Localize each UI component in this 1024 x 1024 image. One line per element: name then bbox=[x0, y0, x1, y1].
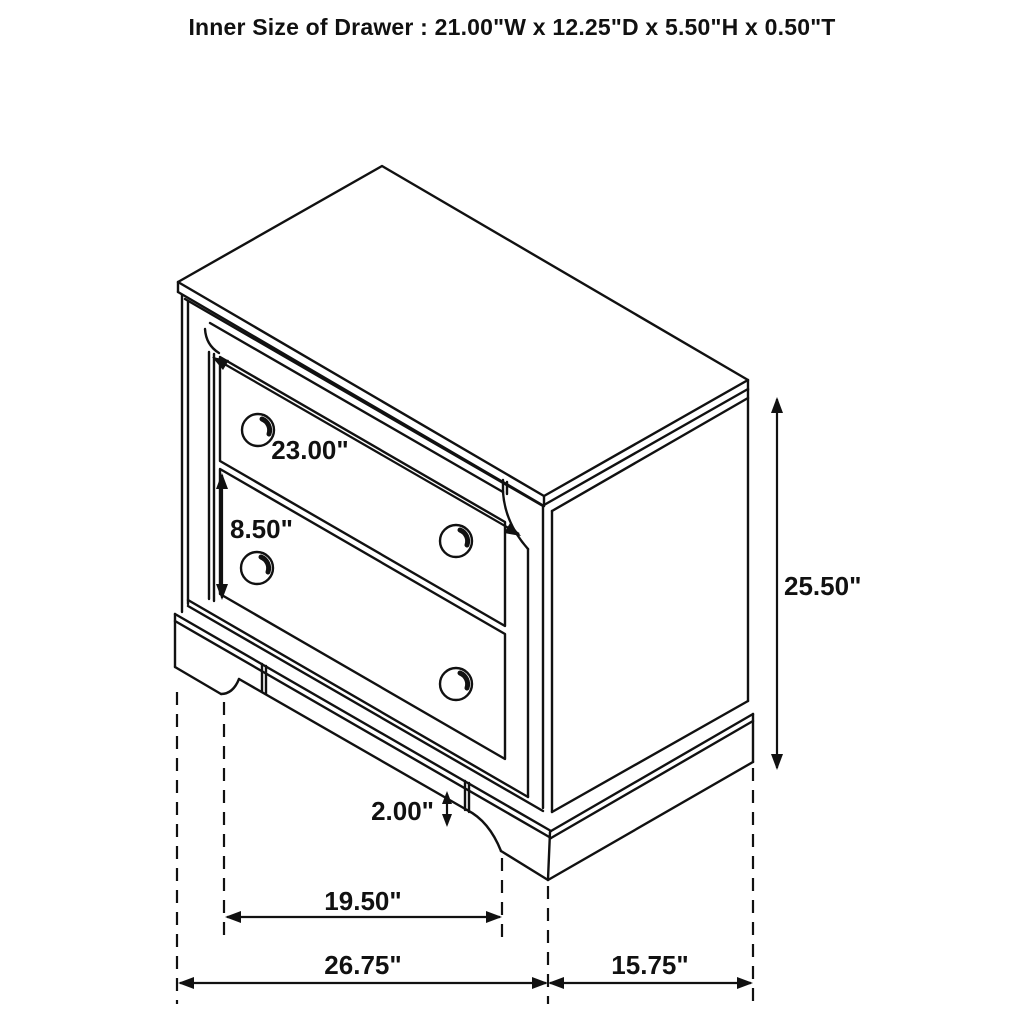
arrowhead bbox=[216, 473, 228, 489]
tabletop bbox=[178, 166, 748, 506]
arrowhead bbox=[737, 977, 753, 989]
dimension-drawer-face-height bbox=[216, 473, 293, 600]
dimension-label: 15.75" bbox=[611, 950, 689, 980]
dimension-arch-span bbox=[225, 886, 502, 923]
arrowhead bbox=[225, 911, 241, 923]
arrowhead bbox=[771, 397, 783, 413]
dimension-label: 25.50" bbox=[784, 571, 862, 601]
dimension-overall-depth bbox=[548, 950, 753, 989]
arrowhead bbox=[532, 977, 548, 989]
left-foot-arch-arc bbox=[221, 679, 239, 694]
dimension-label: 19.50" bbox=[324, 886, 402, 916]
drawer-2-knob-right-highlight bbox=[460, 673, 468, 688]
drawer-1-knob-right-highlight bbox=[460, 530, 468, 545]
arrowhead bbox=[178, 977, 194, 989]
dimension-label: 2.00" bbox=[371, 796, 434, 826]
arrowhead bbox=[548, 977, 564, 989]
top-rail-right-bracket-arc bbox=[503, 492, 528, 549]
drawer-2 bbox=[220, 469, 505, 759]
arrowhead bbox=[771, 754, 783, 770]
dimension-overall-width bbox=[178, 950, 548, 989]
arrowhead bbox=[486, 911, 502, 923]
drawer-1-knob-left-highlight bbox=[262, 419, 270, 434]
top-rail-left-bracket-arc bbox=[205, 329, 219, 353]
dimension-label: 23.00" bbox=[271, 435, 349, 465]
page-title: Inner Size of Drawer : 21.00"W x 12.25"D x 5.50"H x 0.50"T bbox=[188, 14, 836, 40]
arrowhead bbox=[442, 814, 452, 827]
drawer-2-knob-left-highlight bbox=[261, 557, 269, 572]
dimension-label: 26.75" bbox=[324, 950, 402, 980]
dimension-label: 8.50" bbox=[230, 514, 293, 544]
right-foot-arch-arc bbox=[467, 810, 501, 851]
dimension-base-arch-height bbox=[371, 791, 452, 827]
dimension-overall-height bbox=[771, 397, 861, 770]
